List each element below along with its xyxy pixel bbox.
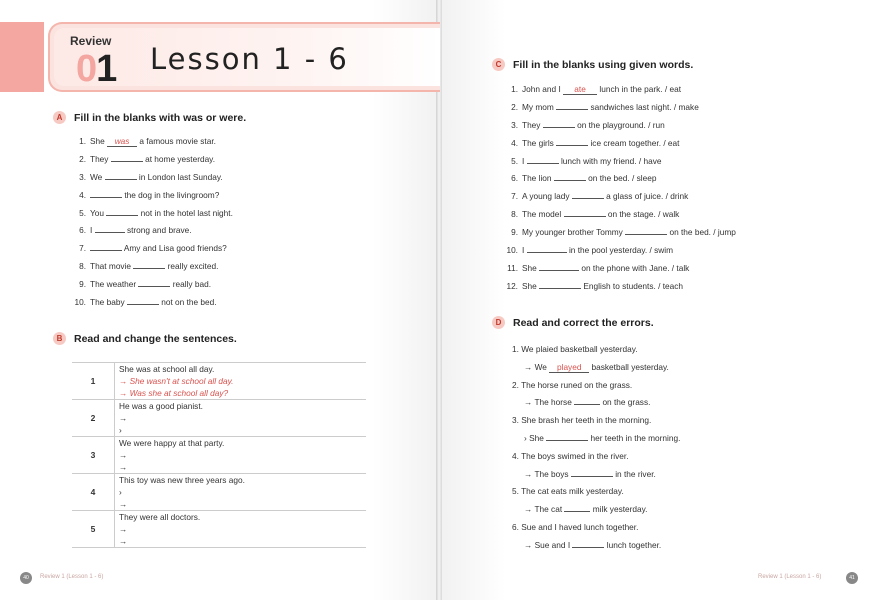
correction-line	[512, 394, 680, 412]
footer-text-right: Review 1 (Lesson 1 - 6)	[758, 574, 822, 580]
row-content	[115, 437, 367, 474]
item-number: 12.	[506, 280, 518, 291]
item-number: 1.	[79, 136, 86, 146]
error-sentence: Sue and I haved lunch together.	[521, 521, 639, 532]
answer-blank[interactable]	[543, 118, 575, 128]
correction-suffix: in the river.	[615, 468, 656, 479]
error-sentence: The horse runed on the grass.	[521, 379, 633, 390]
correction-prefix: → The cat	[524, 504, 563, 515]
item-text: the dog in the livingroom?	[124, 189, 220, 200]
list-item	[504, 260, 736, 278]
item-number: 3.	[511, 119, 518, 130]
item-number: 8.	[79, 261, 86, 272]
item-text: lunch with my friend. / have	[560, 155, 662, 166]
row-content	[115, 474, 367, 511]
list-item	[72, 169, 233, 187]
error-sentence: The boys swimed in the river.	[521, 450, 629, 461]
item-number: 5.	[512, 486, 519, 497]
section-c-badge: C	[492, 58, 505, 71]
item-text: The weather	[90, 279, 137, 290]
row-number: 2	[72, 400, 115, 437]
original-sentence: She was at school all day.	[119, 364, 215, 374]
negative-answer[interactable]: →	[119, 450, 128, 460]
item-number: 6.	[79, 225, 86, 236]
item-text: That movie	[90, 261, 132, 272]
header-tab	[0, 22, 44, 92]
item-number: 2.	[511, 101, 518, 112]
list-item	[72, 133, 233, 151]
row-content	[115, 400, 367, 437]
correction-line	[512, 466, 680, 484]
list-item	[72, 222, 233, 240]
list-item	[512, 448, 680, 466]
error-sentence: She brash her teeth in the morning.	[521, 415, 652, 426]
item-text: on the phone with Jane. / talk	[581, 262, 690, 273]
correction-suffix: her teeth in the morning.	[590, 432, 681, 443]
item-number: 7.	[511, 191, 518, 202]
question-answer[interactable]: →	[119, 536, 128, 546]
list-item	[512, 412, 680, 430]
answer-blank[interactable]	[138, 277, 170, 287]
question-answer[interactable]: →	[119, 462, 128, 472]
item-text: John and I	[522, 84, 561, 94]
answer-blank[interactable]: played	[549, 362, 589, 373]
list-item	[72, 294, 233, 312]
item-number: 3.	[79, 171, 86, 182]
item-number: 2.	[512, 379, 519, 390]
item-text: on the bed. / jump	[669, 227, 736, 238]
item-text: really excited.	[167, 261, 219, 272]
list-item	[504, 99, 736, 117]
item-text: not on the bed.	[161, 297, 217, 308]
item-number: 10.	[506, 245, 518, 256]
list-item	[512, 341, 680, 359]
item-text: a famous movie star.	[139, 136, 216, 146]
item-text: She	[522, 280, 537, 291]
item-number: 9.	[79, 279, 86, 290]
list-item	[504, 170, 736, 188]
list-item	[504, 153, 736, 171]
negative-answer[interactable]: → She wasn't at school all day.	[119, 376, 234, 386]
list-item	[72, 258, 233, 276]
page-number-right: 41	[846, 572, 858, 584]
table-row	[72, 400, 366, 437]
original-sentence: They were all doctors.	[119, 512, 201, 522]
section-b-heading	[53, 332, 237, 345]
item-text: strong and brave.	[126, 225, 192, 236]
list-item	[504, 117, 736, 135]
correction-suffix: on the grass.	[602, 397, 651, 408]
item-text: not in the hotel last night.	[140, 207, 233, 218]
item-number: 9.	[511, 227, 518, 238]
item-number: 5.	[79, 207, 86, 218]
item-text: in the pool yesterday. / swim	[568, 245, 674, 256]
answer-blank[interactable]: was	[107, 136, 137, 147]
answer-blank[interactable]	[574, 395, 600, 405]
item-text: on the stage. / walk	[607, 209, 680, 220]
item-text: She	[522, 262, 537, 273]
item-text: The model	[522, 209, 562, 220]
list-item	[512, 483, 680, 501]
item-text: The baby	[90, 297, 125, 308]
table-row	[72, 363, 366, 400]
answer-blank[interactable]	[572, 189, 604, 199]
item-number: 8.	[511, 209, 518, 220]
question-answer[interactable]: ›	[119, 425, 122, 435]
row-content	[115, 363, 367, 400]
list-item	[504, 135, 736, 153]
correction-line	[512, 537, 680, 555]
answer-blank[interactable]	[564, 502, 590, 512]
item-text: My mom	[522, 101, 554, 112]
answer-blank[interactable]	[127, 295, 159, 305]
item-text: We	[90, 171, 103, 182]
item-number: 4.	[79, 189, 86, 200]
item-text: I	[522, 155, 525, 166]
correction-prefix: › She	[524, 432, 544, 443]
answer-blank[interactable]	[539, 261, 579, 271]
answer-blank[interactable]	[527, 154, 559, 164]
answer-blank[interactable]	[95, 223, 125, 233]
negative-answer[interactable]: →	[119, 524, 128, 534]
item-text: a glass of juice. / drink	[606, 191, 689, 202]
section-c-list	[504, 81, 736, 296]
question-answer[interactable]: → Was she at school all day?	[119, 388, 229, 398]
item-number: 4.	[511, 137, 518, 148]
correction-suffix: milk yesterday.	[592, 504, 648, 515]
footer-text-left: Review 1 (Lesson 1 - 6)	[40, 574, 104, 580]
item-text: really bad.	[172, 279, 212, 290]
section-d-list	[512, 341, 680, 555]
answer-blank[interactable]	[90, 188, 122, 198]
correction-prefix: → We	[524, 361, 547, 372]
item-number: 4.	[512, 450, 519, 461]
list-item	[72, 276, 233, 294]
item-number: 10.	[74, 297, 86, 308]
original-sentence: We were happy at that party.	[119, 438, 225, 448]
row-content	[115, 511, 367, 548]
answer-blank[interactable]	[133, 259, 165, 269]
list-item	[72, 187, 233, 205]
answer-blank[interactable]	[105, 170, 137, 180]
item-number: 5.	[511, 155, 518, 166]
item-text: A young lady	[522, 191, 570, 202]
item-text: They	[522, 119, 541, 130]
item-number: 2.	[79, 153, 86, 164]
item-number: 11.	[507, 262, 518, 273]
item-text: English to students. / teach	[583, 280, 684, 291]
section-b-title: Read and change the sentences.	[74, 332, 237, 345]
section-a-heading	[53, 111, 246, 124]
answer-blank[interactable]	[556, 100, 588, 110]
item-text: Amy and Lisa good friends?	[123, 243, 227, 254]
item-number: 3.	[512, 415, 519, 426]
answer-blank[interactable]	[554, 171, 586, 181]
list-item	[512, 377, 680, 395]
correction-prefix: → Sue and I	[524, 539, 571, 550]
error-sentence: The cat eats milk yesterday.	[521, 486, 624, 497]
item-text: The girls	[522, 137, 554, 148]
section-a-badge: A	[53, 111, 66, 124]
item-number: 6.	[511, 173, 518, 184]
correction-suffix: basketball yesterday.	[591, 361, 669, 372]
section-c-heading	[492, 58, 693, 71]
list-item	[504, 206, 736, 224]
list-item	[72, 205, 233, 223]
list-item	[504, 224, 736, 242]
section-d-title: Read and correct the errors.	[513, 316, 654, 329]
item-text: My younger brother Tommy	[522, 227, 623, 238]
list-item	[72, 151, 233, 169]
answer-blank[interactable]	[556, 136, 588, 146]
correction-line	[512, 430, 680, 448]
item-text: They	[90, 153, 109, 164]
original-sentence: He was a good pianist.	[119, 401, 203, 411]
item-text: You	[90, 207, 105, 218]
section-b-badge: B	[53, 332, 66, 345]
item-text: I	[90, 225, 93, 236]
negative-answer[interactable]: →	[119, 413, 128, 423]
error-sentence: We plaied basketball yesterday.	[521, 344, 638, 354]
item-text: The lion	[522, 173, 552, 184]
answer-blank[interactable]	[527, 243, 567, 253]
correction-suffix: lunch together.	[606, 539, 662, 550]
table-row	[72, 511, 366, 548]
list-item	[504, 242, 736, 260]
row-number: 5	[72, 511, 115, 548]
table-row	[72, 474, 366, 511]
negative-answer[interactable]: ›	[119, 487, 122, 497]
answer-blank[interactable]	[564, 207, 606, 217]
correction-prefix: → The horse	[524, 397, 572, 408]
answer-blank[interactable]	[106, 206, 138, 216]
review-label: Review	[70, 34, 112, 48]
item-text: at home yesterday.	[145, 153, 216, 164]
section-d-heading	[492, 316, 654, 329]
original-sentence: This toy was new three years ago.	[119, 475, 245, 485]
item-number: 7.	[79, 243, 86, 254]
table-row	[72, 437, 366, 474]
correction-line	[512, 359, 680, 377]
list-item	[504, 278, 736, 296]
section-a-title: Fill in the blanks with was or were.	[74, 111, 247, 124]
list-item	[504, 188, 736, 206]
item-text: sandwiches last night. / make	[590, 101, 699, 112]
correction-line	[512, 501, 680, 519]
answer-blank[interactable]	[571, 467, 613, 477]
item-text: on the bed. / sleep	[588, 173, 657, 184]
item-text: in London last Sunday.	[138, 171, 223, 182]
item-text: ice cream together. / eat	[590, 137, 680, 148]
section-d-badge: D	[492, 316, 505, 329]
answer-blank[interactable]	[625, 225, 667, 235]
list-item	[72, 240, 233, 258]
section-a-list	[72, 133, 233, 312]
section-c-title: Fill in the blanks using given words.	[513, 58, 694, 71]
list-item	[504, 81, 736, 99]
page-title: Lesson 1 - 6	[150, 42, 349, 76]
answer-blank[interactable]	[546, 431, 588, 441]
answer-blank[interactable]	[539, 279, 581, 289]
item-text: on the playground. / run	[577, 119, 665, 130]
item-number: 1.	[512, 344, 519, 354]
section-b-table	[72, 362, 366, 548]
item-number: 6.	[512, 521, 519, 532]
item-text: I	[522, 245, 525, 256]
answer-blank[interactable]	[90, 241, 122, 251]
answer-blank[interactable]: ate	[563, 84, 597, 95]
page-number-left: 40	[20, 572, 32, 584]
item-text: She	[90, 136, 105, 146]
item-number: 1.	[511, 84, 518, 94]
review-header	[48, 22, 440, 92]
answer-blank[interactable]	[111, 152, 143, 162]
answer-blank[interactable]	[572, 538, 604, 548]
correction-prefix: → The boys	[524, 468, 569, 479]
row-number: 1	[72, 363, 115, 400]
row-number: 4	[72, 474, 115, 511]
list-item	[512, 519, 680, 537]
item-text: lunch in the park. / eat	[599, 84, 682, 94]
review-number: 01	[76, 48, 117, 90]
question-answer[interactable]: →	[119, 499, 128, 509]
row-number: 3	[72, 437, 115, 474]
